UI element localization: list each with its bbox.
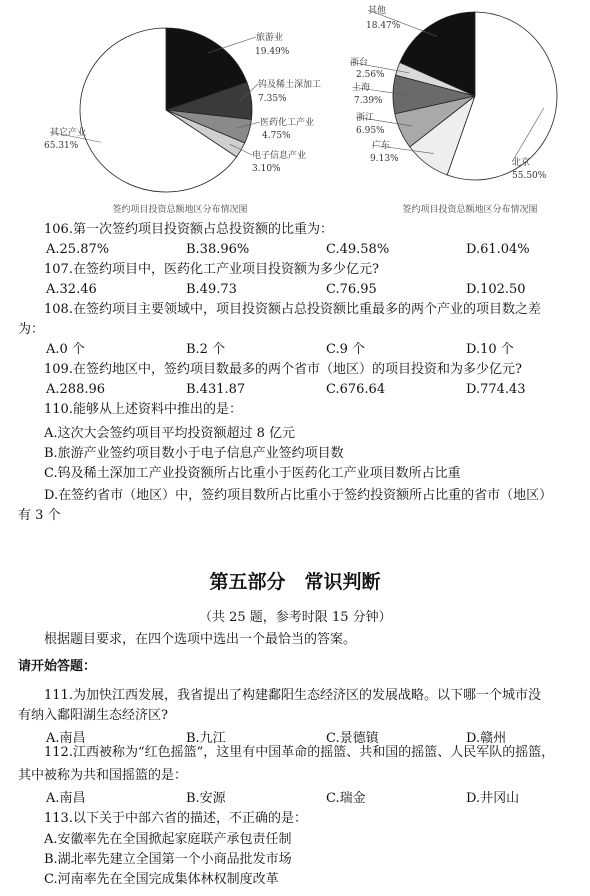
answer-line: B.旅游产业签约项目数小于电子信息产业签约项目数 (44, 446, 344, 461)
answer-option: D.井冈山 (466, 791, 520, 806)
option-row (0, 242, 590, 258)
answer-option: A.288.96 (46, 382, 106, 397)
answer-option: C.676.64 (326, 382, 386, 397)
answer-option: C.9 个 (326, 342, 366, 357)
instruction: 根据题目要求，在四个选项中选出一个最恰当的答案。 (44, 632, 357, 647)
slice-label: 广东 (372, 141, 391, 151)
answer-option: B.49.73 (186, 282, 237, 297)
start-label: 请开始答题： (18, 659, 97, 674)
option-row (0, 342, 590, 358)
slice-percent: 18.47% (366, 21, 401, 31)
chart-caption: 签约项目投资总额地区分布情况图 (112, 205, 248, 215)
answer-option: A.25.87% (46, 242, 110, 257)
answer-line: C.钨及稀土深加工产业投资额所占比重小于医药化工产业项目数所占比重 (44, 466, 461, 481)
answer-option: B.2 个 (186, 342, 226, 357)
answer-line: B.湖北率先建立全国第一个小商品批发市场 (44, 852, 292, 867)
slice-percent: 7.39% (354, 96, 383, 106)
answer-option: A.32.46 (46, 282, 97, 297)
slice-label: 其他 (368, 6, 387, 16)
slice-percent: 3.10% (252, 164, 281, 174)
slice-percent: 6.95% (356, 126, 385, 136)
answer-line: D.在签约省市（地区）中，签约项目数所占比重小于签约投资额所占比重的省市（地区） (44, 488, 553, 503)
question-stem: 108.在签约项目主要领域中，项目投资额占总投资额比重最多的两个产业的项目数之差 (44, 302, 541, 317)
slice-label: 上海 (352, 83, 371, 93)
answer-line: A.这次大会签约项目平均投资额超过 8 亿元 (44, 426, 296, 441)
slice-label: 旅游业 (256, 33, 284, 43)
question-stem: 其中被称为共和国摇篮的是： (18, 768, 188, 783)
answer-option: C.49.58% (326, 242, 390, 257)
section-title: 第五部分 常识判断 (209, 571, 381, 593)
slice-percent: 7.35% (258, 94, 287, 104)
answer-option: D.10 个 (466, 342, 514, 357)
answer-line: 有 3 个 (18, 508, 61, 523)
answer-option: A.0 个 (46, 342, 85, 357)
slice-label: 钨及稀土深加工 (258, 80, 322, 90)
answer-option: B.九江 (186, 731, 226, 746)
answer-line: A.安徽率先在全国掀起家庭联产承包责任制 (44, 832, 292, 847)
question-stem: 113.以下关于中部六省的描述，不正确的是： (44, 811, 307, 826)
answer-option: C.76.95 (326, 282, 377, 297)
answer-option: C.景德镇 (326, 731, 379, 746)
slice-percent: 9.13% (370, 154, 399, 164)
question-stem: 为： (18, 322, 45, 337)
answer-option: D.102.50 (466, 282, 526, 297)
question-stem: 112.江西被称为“红色摇篮”，这里有中国革命的摇篮、共和国的摇篮、人民军队的摇篮， (44, 745, 555, 760)
pie-chart-region (350, 4, 557, 215)
answer-option: C.瑞金 (326, 791, 366, 806)
slice-percent: 19.49% (255, 47, 290, 57)
option-row (0, 282, 590, 298)
slice-percent: 65.31% (44, 141, 79, 151)
answer-option: D.774.43 (466, 382, 526, 397)
answer-option: B.安源 (186, 791, 226, 806)
question-stem: 111.为加快江西发展，我省提出了构建鄱阳生态经济区的发展战略。以下哪一个城市没 (44, 688, 541, 703)
question-stem: 106.第一次签约项目投资额占总投资额的比重为： (44, 222, 333, 237)
section-subtitle: （共 25 题，参考时限 15 分钟） (199, 610, 392, 625)
slice-label: 医药化工产业 (260, 118, 315, 128)
answer-option: D.61.04% (466, 242, 530, 257)
question-stem: 110.能够从上述资料中推出的是： (44, 402, 242, 417)
answer-option: A.南昌 (46, 731, 86, 746)
slice-percent: 2.56% (356, 70, 385, 80)
slice-percent: 55.50% (512, 171, 547, 181)
answer-option: B.431.87 (186, 382, 246, 397)
answer-option: B.38.96% (186, 242, 250, 257)
pie-chart-industry (44, 28, 321, 215)
answer-line: C.河南率先在全国完成集体林权制度改革 (44, 872, 279, 887)
chart-caption: 签约项目投资总额地区分布情况图 (402, 205, 538, 215)
pie-charts (0, 0, 590, 222)
slice-label: 北京 (512, 158, 531, 168)
question-stem: 109.在签约地区中，签约项目数最多的两个省市（地区）的项目投资和为多少亿元? (44, 362, 522, 377)
option-row (0, 791, 590, 807)
slice-label: 电子信息产业 (252, 151, 307, 161)
answer-option: A.南昌 (46, 791, 86, 806)
question-stem: 有纳入鄱阳湖生态经济区? (18, 708, 168, 723)
slice-label: 其它产业 (50, 128, 87, 138)
slice-percent: 4.75% (262, 131, 291, 141)
option-row (0, 382, 590, 398)
slice-label: 浙江 (356, 113, 375, 123)
slice-label: 浙台 (350, 58, 369, 68)
question-stem: 107.在签约项目中，医药化工产业项目投资额为多少亿元? (44, 262, 379, 277)
answer-option: D.赣州 (466, 731, 507, 746)
